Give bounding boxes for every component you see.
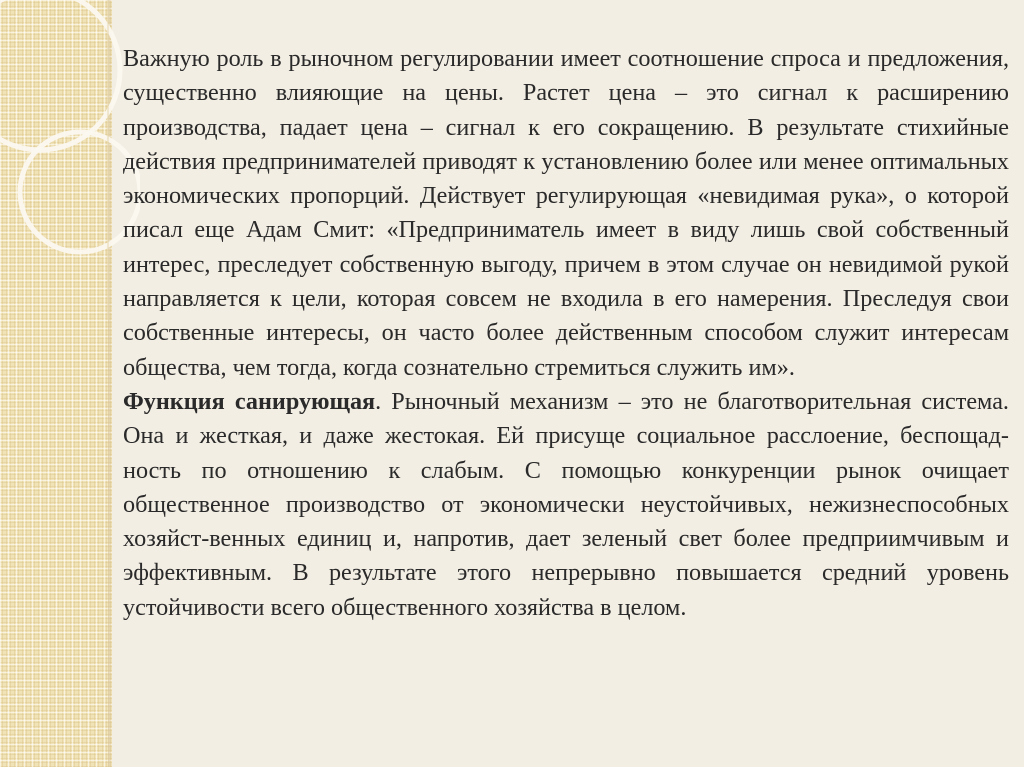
lower-ring (20, 132, 140, 252)
function-heading: Функция санирующая (123, 387, 376, 415)
decorative-rings (0, 0, 140, 320)
upper-ring (0, 0, 120, 150)
paragraph-sanitizing-function (123, 385, 1009, 625)
slide-text (123, 42, 1009, 625)
function-description: Рыночный механизм – это не благотворительная система. Она и жесткая, и даже жестокая. Ей присуще социальное расслоение, беспощад-ность по отношению к слабым. С помощью конкуренции рынок очищает общественное производство от экономически неустойчивых, нежизнеспособных хозяйст-венных единиц и, напротив, дает зеленый свет более предприимчивым и эффективным. В результате этого непрерывно повышается средний уровень устойчивости всего общественного хозяйства в целом. (123, 387, 1009, 621)
paragraph-market-regulation: Важную роль в рыночном регулировании имеет соотношение спроса и предложения, существенно влияющие на цены. Растет цена – это сигнал к расширению производства, падает цена – сигнал к его сокращению. В результате стихийные действия предпринимателей приводят к установлению более или менее оптимальных экономических пропорций. Действует регулирующая «невидимая рука», о которой писал еще Адам Смит: «Предприниматель имеет в виду лишь свой собственный интерес, преследует собственную выгоду, причем в этом случае он невидимой рукой направляется к цели, которая совсем не входила в его намерения. Преследуя свои собственные интересы, он часто более действенным способом служит интересам общества, чем тогда, когда сознательно стремиться служить им». (123, 45, 1009, 381)
heading-period: . (375, 387, 382, 415)
